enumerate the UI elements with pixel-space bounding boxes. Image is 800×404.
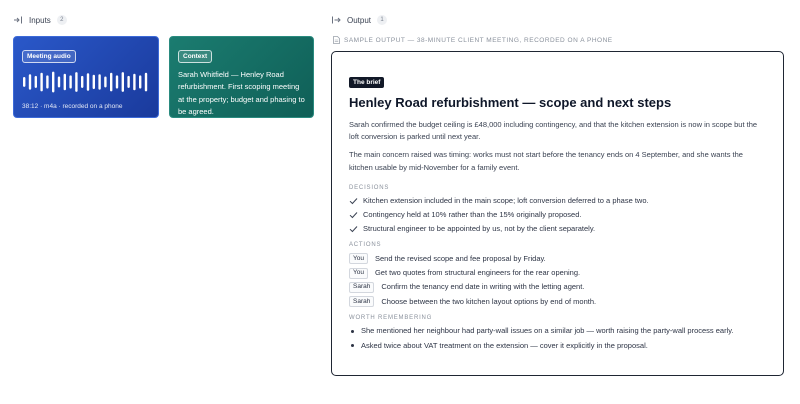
bullet-icon: [351, 344, 354, 347]
worth-remembering-list: [349, 326, 766, 350]
check-icon: [349, 225, 358, 233]
summary-paragraph-1: Sarah confirmed the budget ceiling is £48,000 including contingency, and that the kitchen extension is now in scope but the loft conversion is parked until next year.: [349, 120, 758, 142]
context-card[interactable]: [169, 36, 314, 118]
arrow-out-icon: [331, 15, 341, 25]
waveform-icon: [22, 71, 150, 93]
waveform-bar: [52, 72, 54, 93]
decision-text: Structural engineer to be appointed by us, not by the client separately.: [363, 224, 596, 234]
decision-text: Contingency held at 10% rather than the 15% originally proposed.: [363, 210, 582, 219]
waveform-bar: [29, 74, 31, 89]
waveform-bar: [127, 76, 129, 88]
action-text: Choose between the two kitchen layout options by end of month.: [381, 296, 597, 306]
action-item: [349, 296, 766, 307]
meeting-audio-tag: Meeting audio: [22, 50, 76, 63]
waveform-bar: [81, 76, 83, 88]
inputs-label: Inputs: [29, 15, 51, 25]
waveform-bar: [122, 72, 124, 92]
inputs-header: [13, 15, 67, 25]
waveform-bar: [98, 74, 100, 89]
waveform-bar: [104, 77, 106, 88]
context-tag: Context: [178, 50, 212, 63]
waveform-bar: [87, 73, 89, 91]
action-text: Confirm the tenancy end date in writing with the letting agent.: [381, 282, 585, 292]
audio-meta: 38:12 · m4a · recorded on a phone: [22, 103, 123, 110]
document-icon: [333, 36, 340, 44]
waveform-bar: [75, 72, 77, 92]
brief-title: Henley Road refurbishment — scope and next steps: [349, 95, 672, 110]
waveform-bar: [69, 75, 71, 88]
action-item: [349, 282, 766, 293]
output-count-badge: 1: [377, 15, 387, 25]
action-owner-tag: Sarah: [349, 282, 374, 293]
arrow-into-icon: [13, 15, 23, 25]
action-item: [349, 253, 766, 264]
brief-badge: The brief: [349, 77, 384, 88]
summary-paragraph-2: The main concern raised was timing: works must not start before the tenancy ends on 4 September, and she wants the kitchen usable by mid-November for a family event.: [349, 150, 743, 172]
decisions-heading: DECISIONS: [349, 184, 390, 191]
context-text: Sarah Whitfield — Henley Road refurbishment. First scoping meeting at the property; budget and phasing to be agreed.: [178, 70, 305, 116]
check-icon: [349, 211, 358, 219]
remember-item: [349, 341, 766, 351]
action-item: [349, 268, 766, 279]
inputs-count-badge: 2: [57, 15, 67, 25]
waveform-bar: [40, 73, 42, 92]
waveform-bar: [110, 73, 112, 92]
action-owner-tag: You: [349, 268, 368, 279]
waveform-bar: [139, 75, 141, 88]
action-text: Send the revised scope and fee proposal by Friday.: [374, 253, 546, 263]
sample-output-label: [333, 36, 613, 44]
waveform-bar: [133, 74, 135, 91]
remember-text: Asked twice about VAT treatment on the extension — cover it explicitly in the proposal.: [361, 340, 648, 350]
waveform-bar: [145, 73, 147, 92]
check-icon: [349, 197, 358, 205]
waveform-bar: [46, 75, 48, 88]
remember-text: She mentioned her neighbour had party-wall issues on a similar job — worth raising the party-wall process early.: [361, 326, 734, 336]
decision-text: Kitchen extension included in the main scope; loft conversion deferred to a phase two.: [363, 195, 649, 205]
waveform-bar: [116, 75, 118, 88]
waveform-bar: [93, 75, 95, 89]
decision-item: [349, 224, 766, 234]
action-owner-tag: You: [349, 253, 368, 264]
decisions-list: [349, 196, 766, 234]
output-brief-panel: [331, 51, 784, 376]
bullet-icon: [351, 330, 354, 333]
waveform-bar: [35, 76, 37, 88]
action-owner-tag: Sarah: [349, 296, 374, 307]
output-label: Output: [347, 15, 372, 25]
decision-item: [349, 210, 766, 220]
output-header: [331, 15, 387, 25]
decision-item: [349, 196, 766, 206]
meeting-audio-card[interactable]: [13, 36, 159, 118]
remember-item: [349, 326, 766, 336]
actions-heading: ACTIONS: [349, 242, 382, 249]
waveform-bar: [58, 77, 60, 88]
waveform-bar: [23, 77, 25, 87]
actions-list: [349, 253, 766, 307]
worth-remembering-heading: WORTH REMEMBERING: [349, 315, 433, 322]
waveform-bar: [64, 74, 66, 91]
action-text: Get two quotes from structural engineers for the rear opening.: [374, 268, 581, 278]
sample-output-text: SAMPLE OUTPUT — 38-MINUTE CLIENT MEETING, RECORDED ON A PHONE: [344, 36, 613, 44]
